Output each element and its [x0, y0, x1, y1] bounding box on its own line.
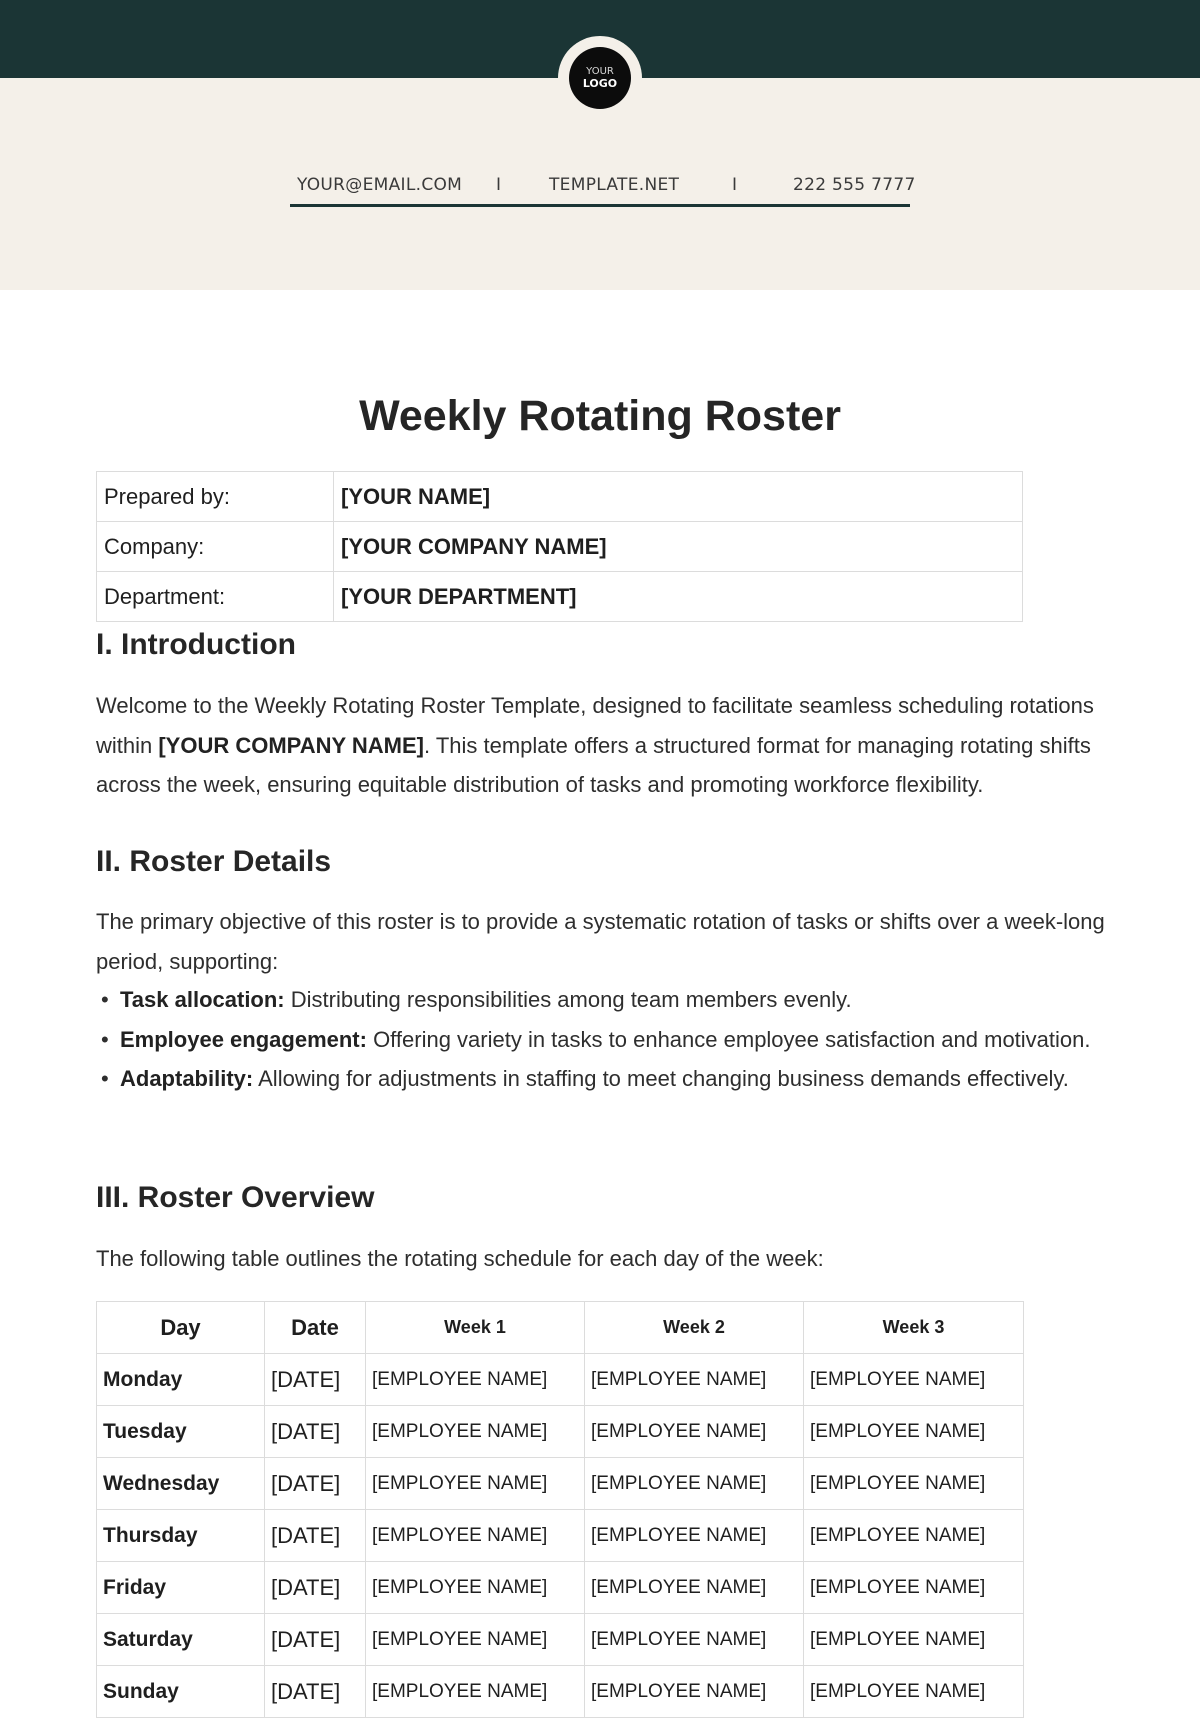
logo-badge	[558, 36, 642, 120]
intro-company-name: [YOUR COMPANY NAME]	[158, 732, 424, 758]
employee-cell: [EMPLOYEE NAME]	[585, 1562, 804, 1614]
intro-text: . This template offers a structured format for managing rotating shifts across the week, ensuring equitable distribution of tasks and promoting workforce flexibility.	[96, 732, 1091, 797]
bullet-text: Allowing for adjustments in staffing to meet changing business demands effectively.	[253, 1066, 1069, 1091]
list-item	[96, 1059, 1096, 1099]
column-header-date: Date	[265, 1302, 366, 1354]
date-cell: [DATE]	[265, 1354, 366, 1406]
introduction-paragraph	[96, 686, 1106, 805]
list-item	[96, 1020, 1096, 1060]
info-table	[96, 471, 1023, 622]
day-cell: Tuesday	[97, 1406, 265, 1458]
table-row	[97, 1614, 1024, 1666]
date-cell: [DATE]	[265, 1666, 366, 1718]
contact-website: TEMPLATE.NET	[549, 175, 680, 195]
day-cell: Monday	[97, 1354, 265, 1406]
day-cell: Wednesday	[97, 1458, 265, 1510]
column-header-week-1: Week 1	[366, 1302, 585, 1354]
bullet-term: Task allocation:	[120, 987, 285, 1012]
info-label: Prepared by:	[97, 472, 334, 522]
employee-cell: [EMPLOYEE NAME]	[585, 1406, 804, 1458]
employee-cell: [EMPLOYEE NAME]	[366, 1458, 585, 1510]
table-header-row	[97, 1302, 1024, 1354]
info-value: [YOUR COMPANY NAME]	[334, 522, 1023, 572]
table-row	[97, 1354, 1024, 1406]
logo-line-2: LOGO	[582, 77, 618, 90]
contact-phone: 222 555 7777	[793, 175, 916, 195]
table-row	[97, 1406, 1024, 1458]
employee-cell: [EMPLOYEE NAME]	[366, 1510, 585, 1562]
logo-line-1: YOUR	[586, 66, 614, 77]
bullet-text: Offering variety in tasks to enhance employee satisfaction and motivation.	[366, 1026, 1091, 1052]
contact-separator: I	[732, 175, 738, 195]
contact-email: YOUR@EMAIL.COM	[297, 175, 463, 195]
employee-cell: [EMPLOYEE NAME]	[804, 1510, 1024, 1562]
column-header-day: Day	[97, 1302, 265, 1354]
bullet-term: Employee engagement:	[120, 1026, 367, 1052]
info-label: Company:	[97, 522, 334, 572]
employee-cell: [EMPLOYEE NAME]	[804, 1666, 1024, 1718]
date-cell: [DATE]	[265, 1406, 366, 1458]
employee-cell: [EMPLOYEE NAME]	[804, 1458, 1024, 1510]
employee-cell: [EMPLOYEE NAME]	[585, 1666, 804, 1718]
table-row	[97, 1510, 1024, 1562]
employee-cell: [EMPLOYEE NAME]	[804, 1614, 1024, 1666]
info-label: Department:	[97, 572, 334, 622]
roster-details-paragraph: The primary objective of this roster is to provide a systematic rotation of tasks or shifts over a week-long period, supporting:	[96, 909, 1105, 974]
day-cell: Thursday	[97, 1510, 265, 1562]
employee-cell: [EMPLOYEE NAME]	[585, 1510, 804, 1562]
day-cell: Saturday	[97, 1614, 265, 1666]
section-heading-roster-overview: III. Roster Overview	[96, 1181, 375, 1214]
employee-cell: [EMPLOYEE NAME]	[804, 1354, 1024, 1406]
table-row	[97, 1562, 1024, 1614]
company-logo	[569, 47, 631, 109]
date-cell: [DATE]	[265, 1458, 366, 1510]
employee-cell: [EMPLOYEE NAME]	[585, 1458, 804, 1510]
info-row	[97, 572, 1023, 622]
info-value: [YOUR DEPARTMENT]	[334, 572, 1023, 622]
employee-cell: [EMPLOYEE NAME]	[804, 1406, 1024, 1458]
document-title: Weekly Rotating Roster	[359, 392, 841, 440]
contact-bar	[290, 168, 916, 207]
employee-cell: [EMPLOYEE NAME]	[366, 1614, 585, 1666]
employee-cell: [EMPLOYEE NAME]	[366, 1406, 585, 1458]
employee-cell: [EMPLOYEE NAME]	[366, 1666, 585, 1718]
section-heading-roster-details: II. Roster Details	[96, 845, 332, 878]
day-cell: Friday	[97, 1562, 265, 1614]
roster-overview-paragraph: The following table outlines the rotating schedule for each day of the week:	[96, 1246, 824, 1271]
info-row	[97, 522, 1023, 572]
section-heading-introduction: I. Introduction	[96, 628, 296, 661]
column-header-week-3: Week 3	[804, 1302, 1024, 1354]
date-cell: [DATE]	[265, 1562, 366, 1614]
date-cell: [DATE]	[265, 1510, 366, 1562]
list-item	[96, 980, 1096, 1020]
employee-cell: [EMPLOYEE NAME]	[366, 1354, 585, 1406]
date-cell: [DATE]	[265, 1614, 366, 1666]
bullet-text: Distributing responsibilities among team members evenly.	[284, 987, 852, 1012]
roster-table	[96, 1301, 1024, 1718]
table-row	[97, 1458, 1024, 1510]
intro-text: Welcome to the Weekly Rotating Roster Template, designed to facilitate seamless scheduling rotations within	[96, 693, 1094, 758]
bullet-term: Adaptability:	[120, 1066, 254, 1091]
employee-cell: [EMPLOYEE NAME]	[585, 1614, 804, 1666]
info-value: [YOUR NAME]	[334, 472, 1023, 522]
contact-separator: I	[496, 175, 502, 195]
employee-cell: [EMPLOYEE NAME]	[804, 1562, 1024, 1614]
table-row	[97, 1666, 1024, 1718]
employee-cell: [EMPLOYEE NAME]	[585, 1354, 804, 1406]
employee-cell: [EMPLOYEE NAME]	[366, 1562, 585, 1614]
day-cell: Sunday	[97, 1666, 265, 1718]
column-header-week-2: Week 2	[585, 1302, 804, 1354]
roster-details-list	[96, 980, 1096, 1099]
info-row	[97, 472, 1023, 522]
